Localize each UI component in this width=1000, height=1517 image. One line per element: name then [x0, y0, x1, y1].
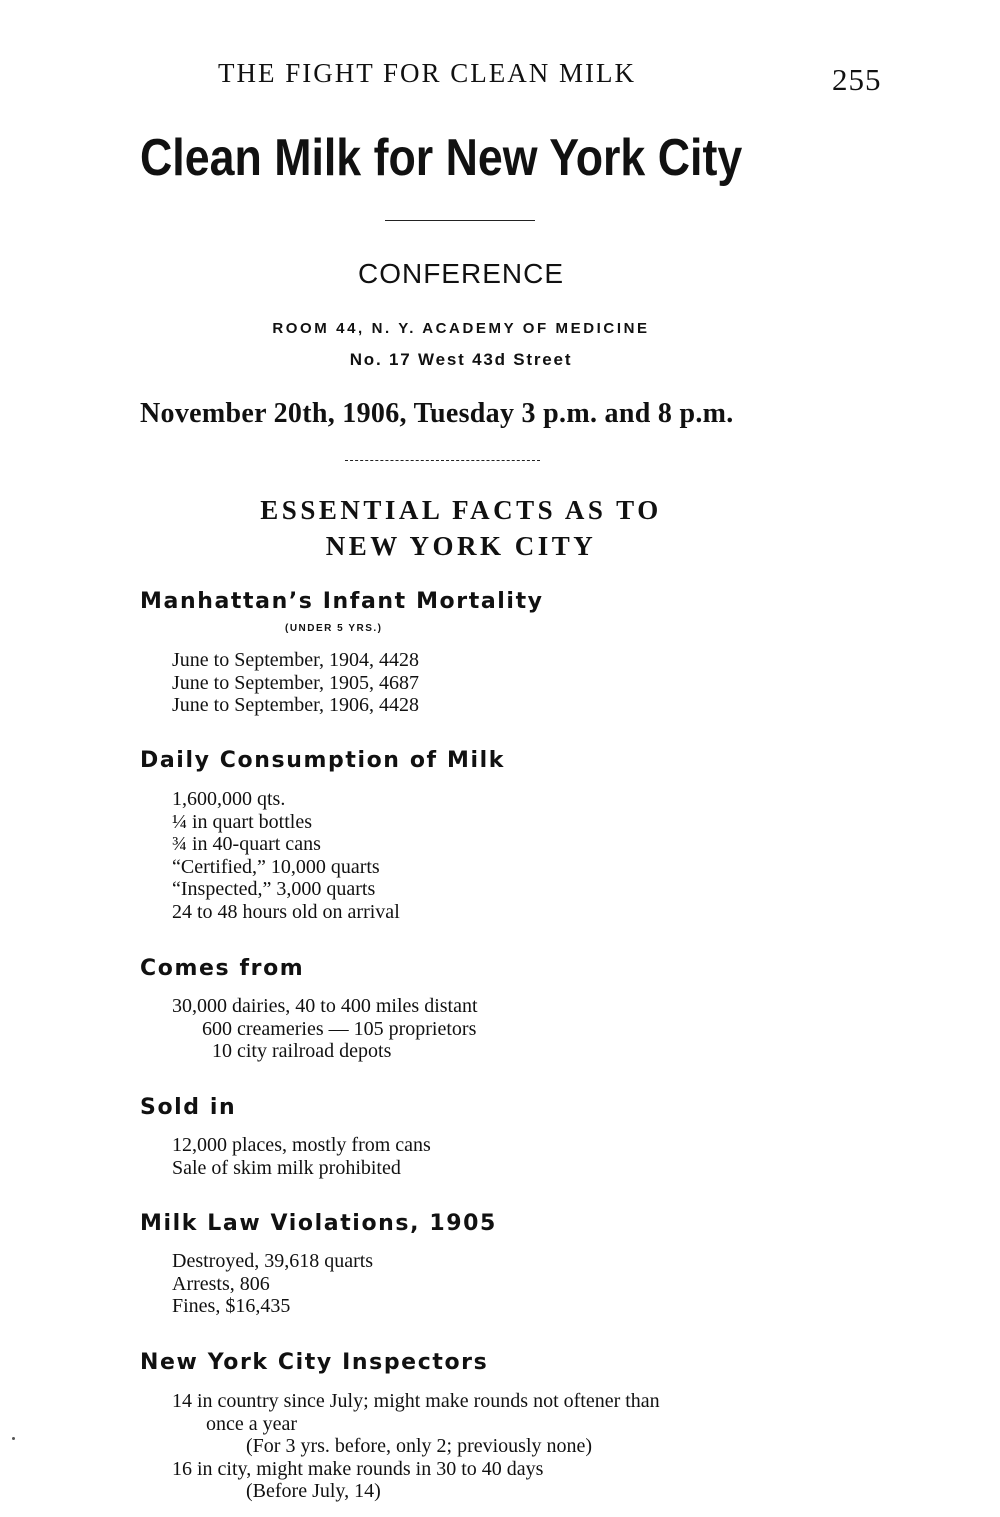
- section-city-inspectors: [140, 1350, 488, 1375]
- list-item: ¼ in quart bottles: [172, 810, 312, 833]
- list-item: 10 city railroad depots: [212, 1040, 392, 1062]
- violations-lines: [140, 1250, 373, 1318]
- conference-room-line: ROOM 44, N. Y. ACADEMY OF MEDICINE: [272, 320, 650, 337]
- list-item: Sale of skim milk prohibited: [172, 1156, 401, 1179]
- list-item: 14 in country since July; might make rounds not oftener than: [172, 1390, 660, 1412]
- section-heading: Sold in: [140, 1095, 237, 1120]
- list-item: Arrests, 806: [172, 1272, 270, 1295]
- list-item: once a year: [206, 1412, 298, 1435]
- list-item: 16 in city, might make rounds in 30 to 40 days: [172, 1457, 544, 1480]
- list-item: Destroyed, 39,618 quarts: [172, 1250, 374, 1272]
- inspectors-lines: [140, 1390, 660, 1503]
- sold-lines: [140, 1134, 431, 1179]
- section-infant-mortality: [140, 589, 544, 614]
- facts-heading-line-1: ESSENTIAL FACTS AS TO: [260, 495, 662, 525]
- conference-address-line: No. 17 West 43d Street: [349, 350, 573, 369]
- list-item: June to September, 1904, 4428: [172, 649, 419, 671]
- list-item: 1,600,000 qts.: [172, 788, 286, 810]
- page-number: 255: [832, 62, 882, 97]
- section-sold-in: [140, 1095, 236, 1120]
- section-heading: Daily Consumption of Milk: [140, 748, 505, 773]
- list-item: June to September, 1906, 4428: [172, 694, 419, 716]
- divider-rule: [385, 220, 535, 221]
- list-item: June to September, 1905, 4687: [172, 671, 419, 694]
- section-comes-from: [140, 956, 304, 981]
- list-item: 30,000 dairies, 40 to 400 miles distant: [172, 995, 478, 1017]
- list-item: “Inspected,” 3,000 quarts: [172, 878, 376, 900]
- section-milk-law-violations: [140, 1211, 497, 1236]
- section-heading: New York City Inspectors: [140, 1350, 489, 1375]
- section-subnote: (UNDER 5 YRS.): [285, 623, 383, 634]
- divider-rule-dashed: [345, 460, 540, 461]
- list-item: 24 to 48 hours old on arrival: [172, 900, 400, 923]
- margin-speck: [12, 1437, 15, 1440]
- conference-heading: CONFERENCE: [357, 258, 564, 289]
- section-daily-consumption: [140, 748, 505, 773]
- facts-heading: [0, 492, 922, 564]
- list-item: (Before July, 14): [246, 1480, 381, 1502]
- running-head: THE FIGHT FOR CLEAN MILK: [218, 58, 636, 88]
- conference-date: November 20th, 1906, Tuesday 3 p.m. and 8 p.m.: [140, 398, 734, 429]
- section-heading: Milk Law Violations, 1905: [140, 1211, 497, 1236]
- page-title: Clean Milk for New York City: [140, 129, 743, 187]
- list-item: 12,000 places, mostly from cans: [172, 1134, 431, 1156]
- consumption-lines: [140, 788, 400, 923]
- facts-heading-line-2: NEW YORK CITY: [325, 531, 597, 561]
- mortality-lines: [140, 649, 419, 717]
- section-heading: Manhattan’s Infant Mortality: [140, 589, 544, 614]
- list-item: 600 creameries — 105 proprietors: [202, 1017, 477, 1040]
- list-item: “Certified,” 10,000 quarts: [172, 855, 380, 878]
- section-heading: Comes from: [140, 956, 305, 981]
- list-item: (For 3 yrs. before, only 2; previously none): [246, 1435, 593, 1457]
- list-item: Fines, $16,435: [172, 1295, 291, 1317]
- list-item: ¾ in 40-quart cans: [172, 833, 321, 855]
- source-lines: [140, 995, 478, 1063]
